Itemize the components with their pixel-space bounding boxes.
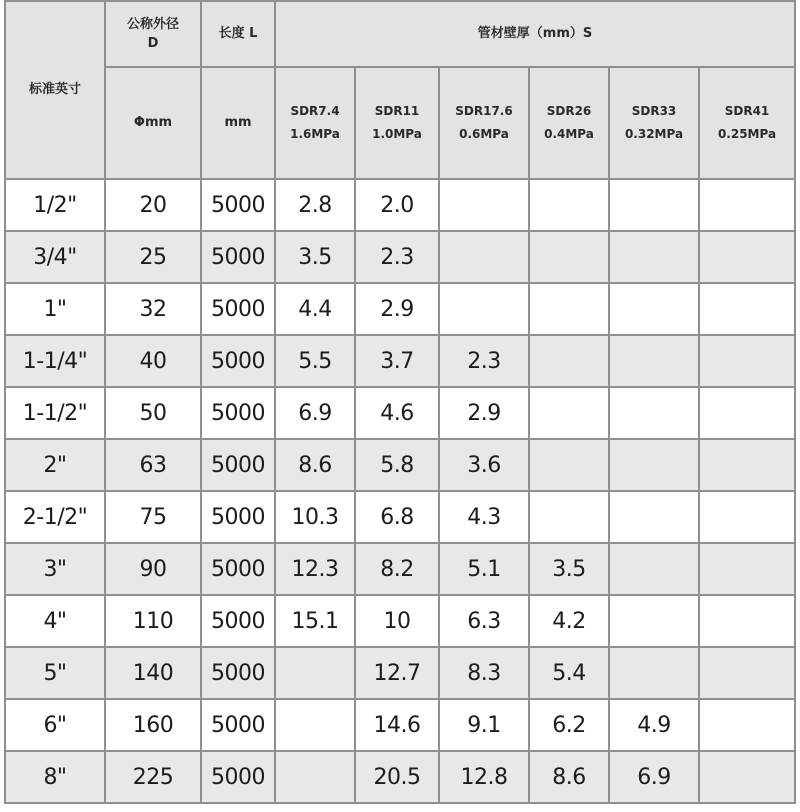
- cell-thickness-sdr-1: 12.7: [355, 647, 439, 699]
- cell-thickness-sdr-4: [609, 647, 699, 699]
- cell-thickness-sdr-1: 3.7: [355, 335, 439, 387]
- cell-size: 4": [5, 595, 105, 647]
- cell-length: 5000: [201, 439, 275, 491]
- table-row: [5, 387, 795, 439]
- header-nominal-od-symbol: D: [147, 36, 159, 51]
- sdr-label: SDR7.4: [290, 104, 340, 119]
- cell-thickness-sdr-4: 4.9: [609, 699, 699, 751]
- cell-thickness-sdr-3: 5.4: [529, 647, 609, 699]
- sdr-pressure: 0.6MPa: [459, 127, 509, 141]
- cell-length: 5000: [201, 231, 275, 283]
- table-row: [5, 179, 795, 231]
- cell-thickness-sdr-0: [275, 647, 355, 699]
- cell-thickness-sdr-0: [275, 699, 355, 751]
- cell-thickness-sdr-3: [529, 335, 609, 387]
- sdr-label: SDR41: [724, 104, 770, 119]
- sdr-pressure: 1.6MPa: [290, 127, 340, 141]
- sdr-pressure: 1.0MPa: [372, 127, 422, 141]
- header-nominal-od-unit: Φmm: [105, 67, 201, 179]
- cell-diameter: 50: [105, 387, 201, 439]
- table-header: [5, 1, 795, 179]
- cell-thickness-sdr-4: [609, 595, 699, 647]
- cell-thickness-sdr-1: 2.3: [355, 231, 439, 283]
- cell-thickness-sdr-5: [699, 543, 795, 595]
- cell-size: 1-1/2": [5, 387, 105, 439]
- cell-thickness-sdr-1: 4.6: [355, 387, 439, 439]
- table-row: [5, 751, 795, 803]
- cell-thickness-sdr-0: 5.5: [275, 335, 355, 387]
- cell-thickness-sdr-1: 10: [355, 595, 439, 647]
- cell-thickness-sdr-4: [609, 179, 699, 231]
- cell-length: 5000: [201, 647, 275, 699]
- cell-length: 5000: [201, 491, 275, 543]
- header-nominal-od: [105, 1, 201, 67]
- cell-diameter: 225: [105, 751, 201, 803]
- cell-diameter: 110: [105, 595, 201, 647]
- cell-thickness-sdr-2: 9.1: [439, 699, 529, 751]
- cell-diameter: 25: [105, 231, 201, 283]
- cell-thickness-sdr-3: [529, 283, 609, 335]
- cell-size: 8": [5, 751, 105, 803]
- cell-length: 5000: [201, 543, 275, 595]
- cell-size: 1/2": [5, 179, 105, 231]
- header-sdr-5: [699, 67, 795, 179]
- cell-thickness-sdr-3: [529, 231, 609, 283]
- cell-thickness-sdr-0: [275, 751, 355, 803]
- cell-thickness-sdr-1: 14.6: [355, 699, 439, 751]
- sdr-pressure: 0.32MPa: [624, 127, 684, 141]
- cell-thickness-sdr-3: 6.2: [529, 699, 609, 751]
- cell-thickness-sdr-3: [529, 491, 609, 543]
- cell-thickness-sdr-0: 6.9: [275, 387, 355, 439]
- cell-thickness-sdr-5: [699, 491, 795, 543]
- header-standard-size: 标准英寸: [5, 1, 105, 179]
- cell-diameter: 75: [105, 491, 201, 543]
- table-body: [5, 179, 795, 803]
- cell-thickness-sdr-2: 12.8: [439, 751, 529, 803]
- cell-thickness-sdr-2: [439, 283, 529, 335]
- cell-thickness-sdr-2: [439, 231, 529, 283]
- cell-thickness-sdr-0: 12.3: [275, 543, 355, 595]
- cell-thickness-sdr-2: [439, 179, 529, 231]
- header-sdr-1: [355, 67, 439, 179]
- sdr-label: SDR11: [374, 104, 420, 119]
- header-length: 长度 L: [201, 1, 275, 67]
- cell-thickness-sdr-5: [699, 387, 795, 439]
- cell-length: 5000: [201, 335, 275, 387]
- sdr-pressure: 0.25MPa: [717, 127, 777, 141]
- cell-thickness-sdr-5: [699, 179, 795, 231]
- table-row: [5, 231, 795, 283]
- sdr-label: SDR26: [546, 104, 592, 119]
- cell-thickness-sdr-1: 5.8: [355, 439, 439, 491]
- cell-thickness-sdr-0: 15.1: [275, 595, 355, 647]
- header-wall-thickness: 管材壁厚（mm）S: [275, 1, 795, 67]
- cell-thickness-sdr-0: 10.3: [275, 491, 355, 543]
- sdr-label: SDR33: [631, 104, 677, 119]
- sdr-label: SDR17.6: [455, 104, 513, 119]
- cell-thickness-sdr-5: [699, 335, 795, 387]
- cell-length: 5000: [201, 179, 275, 231]
- cell-thickness-sdr-4: 6.9: [609, 751, 699, 803]
- cell-thickness-sdr-4: [609, 439, 699, 491]
- cell-thickness-sdr-1: 2.9: [355, 283, 439, 335]
- cell-thickness-sdr-4: [609, 387, 699, 439]
- cell-length: 5000: [201, 751, 275, 803]
- cell-thickness-sdr-2: 2.9: [439, 387, 529, 439]
- cell-size: 5": [5, 647, 105, 699]
- table-row: [5, 335, 795, 387]
- cell-thickness-sdr-3: [529, 439, 609, 491]
- cell-thickness-sdr-0: 4.4: [275, 283, 355, 335]
- cell-size: 6": [5, 699, 105, 751]
- cell-thickness-sdr-5: [699, 231, 795, 283]
- sdr-pressure: 0.4MPa: [544, 127, 594, 141]
- cell-thickness-sdr-1: 20.5: [355, 751, 439, 803]
- cell-thickness-sdr-4: [609, 543, 699, 595]
- header-nominal-od-label: 公称外径: [126, 16, 179, 32]
- table-row: [5, 283, 795, 335]
- cell-length: 5000: [201, 387, 275, 439]
- cell-thickness-sdr-4: [609, 335, 699, 387]
- header-sdr-0: [275, 67, 355, 179]
- cell-length: 5000: [201, 699, 275, 751]
- cell-size: 2-1/2": [5, 491, 105, 543]
- cell-thickness-sdr-3: 4.2: [529, 595, 609, 647]
- cell-thickness-sdr-3: [529, 179, 609, 231]
- table-row: [5, 543, 795, 595]
- cell-thickness-sdr-2: 6.3: [439, 595, 529, 647]
- cell-size: 1": [5, 283, 105, 335]
- cell-diameter: 32: [105, 283, 201, 335]
- table-row: [5, 491, 795, 543]
- table-row: [5, 647, 795, 699]
- cell-thickness-sdr-0: 3.5: [275, 231, 355, 283]
- cell-thickness-sdr-4: [609, 283, 699, 335]
- cell-length: 5000: [201, 283, 275, 335]
- cell-thickness-sdr-0: 2.8: [275, 179, 355, 231]
- header-sdr-2: [439, 67, 529, 179]
- cell-diameter: 140: [105, 647, 201, 699]
- cell-thickness-sdr-1: 2.0: [355, 179, 439, 231]
- cell-thickness-sdr-1: 6.8: [355, 491, 439, 543]
- cell-size: 2": [5, 439, 105, 491]
- cell-diameter: 63: [105, 439, 201, 491]
- cell-thickness-sdr-5: [699, 699, 795, 751]
- cell-thickness-sdr-5: [699, 647, 795, 699]
- cell-length: 5000: [201, 595, 275, 647]
- cell-thickness-sdr-4: [609, 231, 699, 283]
- table-row: [5, 699, 795, 751]
- header-length-unit: mm: [201, 67, 275, 179]
- cell-thickness-sdr-5: [699, 751, 795, 803]
- cell-thickness-sdr-2: 5.1: [439, 543, 529, 595]
- cell-thickness-sdr-4: [609, 491, 699, 543]
- pipe-spec-table: [4, 0, 796, 804]
- cell-size: 3": [5, 543, 105, 595]
- cell-thickness-sdr-5: [699, 283, 795, 335]
- cell-thickness-sdr-5: [699, 595, 795, 647]
- cell-diameter: 160: [105, 699, 201, 751]
- cell-size: 3/4": [5, 231, 105, 283]
- table-row: [5, 595, 795, 647]
- cell-size: 1-1/4": [5, 335, 105, 387]
- header-sdr-4: [609, 67, 699, 179]
- cell-thickness-sdr-3: 8.6: [529, 751, 609, 803]
- cell-thickness-sdr-2: 4.3: [439, 491, 529, 543]
- cell-thickness-sdr-2: 8.3: [439, 647, 529, 699]
- cell-thickness-sdr-1: 8.2: [355, 543, 439, 595]
- cell-thickness-sdr-0: 8.6: [275, 439, 355, 491]
- cell-thickness-sdr-5: [699, 439, 795, 491]
- cell-thickness-sdr-3: 3.5: [529, 543, 609, 595]
- cell-thickness-sdr-3: [529, 387, 609, 439]
- cell-thickness-sdr-2: 2.3: [439, 335, 529, 387]
- table-row: [5, 439, 795, 491]
- cell-diameter: 20: [105, 179, 201, 231]
- cell-thickness-sdr-2: 3.6: [439, 439, 529, 491]
- cell-diameter: 40: [105, 335, 201, 387]
- cell-diameter: 90: [105, 543, 201, 595]
- header-sdr-3: [529, 67, 609, 179]
